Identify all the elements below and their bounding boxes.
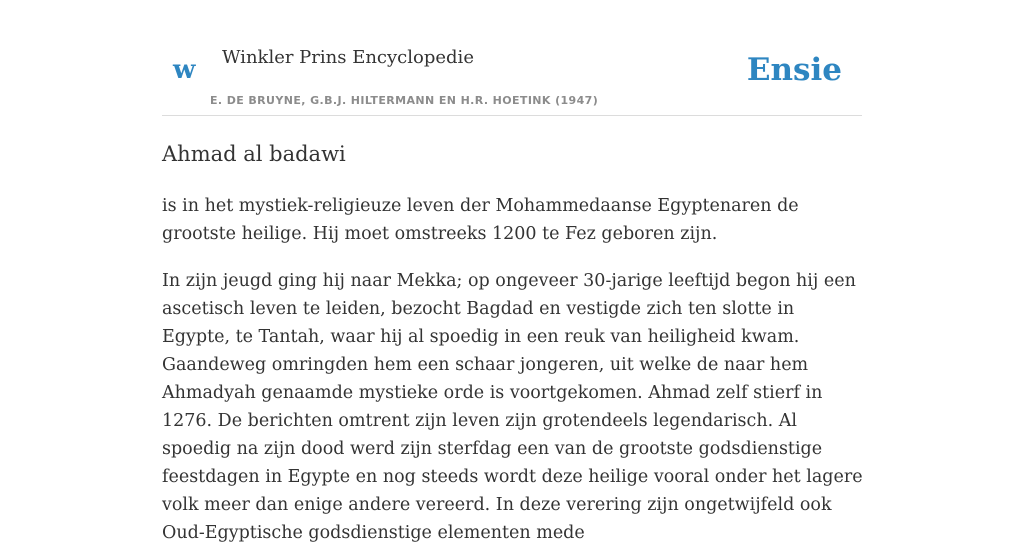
source-header bbox=[162, 40, 862, 116]
brand-logo[interactable]: Ensie bbox=[746, 52, 842, 88]
article-paragraph: In zijn jeugd ging hij naar Mekka; op ongeveer 30-jarige leeftijd begon hij een ascetisch leven te leiden, bezocht Bagdad en vestigde zich ten slotte in Egypte, te Tantah, waar hij al spoedig in een reuk van heiligheid kwam. Gaandeweg omringden hem een schaar jongeren, uit welke de naar hem Ahmadyah genaamde mystieke orde is voortgekomen. Ahmad zelf stierf in 1276. De berichten omtrent zijn leven zijn grotendeels legendarisch. Al spoedig na zijn dood werd zijn sterfdag een van de grootste godsdienstige feestdagen in Egypte en nog steeds wordt deze heilige vooral onder het lagere volk meer dan enige andere vereerd. In deze verering zijn ongetwijfeld ook Oud-Egyptische godsdienstige elementen mede bbox=[162, 271, 863, 543]
source-title-link[interactable]: Winkler Prins Encyclopedie bbox=[222, 47, 474, 68]
article-body bbox=[162, 138, 866, 547]
source-authors: E. DE BRUYNE, G.B.J. HILTERMANN EN H.R. HOETINK (1947) bbox=[210, 94, 599, 107]
article-paragraph: is in het mystiek-religieuze leven der Mohammedaanse Egyptenaren de grootste heilige. Hij moet omstreeks 1200 te Fez geboren zijn. bbox=[162, 196, 799, 244]
article-title: Ahmad al badawi bbox=[162, 142, 346, 166]
source-logo[interactable]: w bbox=[173, 55, 196, 85]
